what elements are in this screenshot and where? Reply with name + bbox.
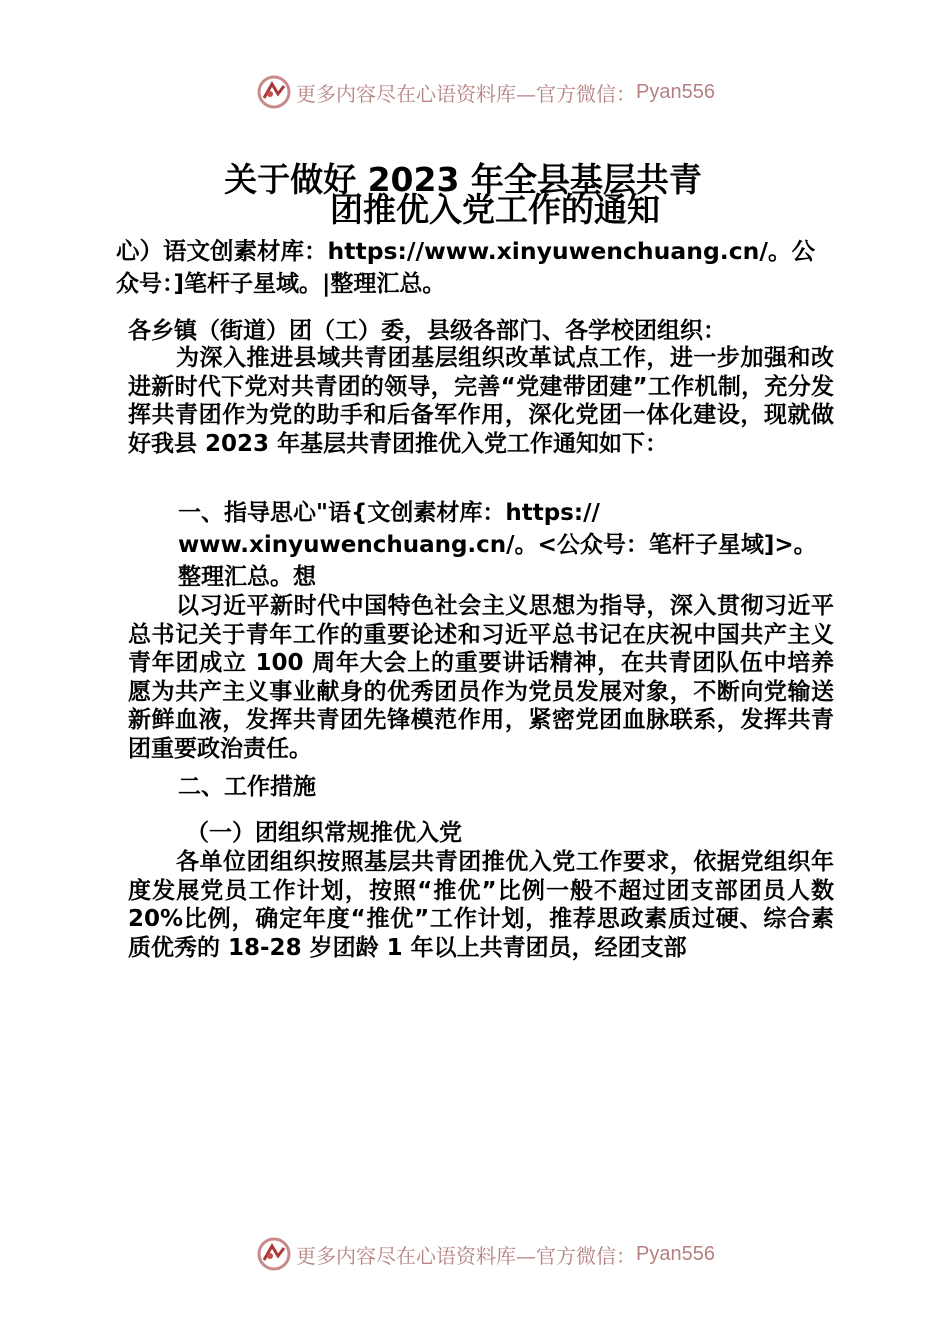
section-2-heading: 二、工作措施	[178, 774, 316, 800]
salutation: 各乡镇（街道）团（工）委，县级各部门、各学校团组织：	[128, 318, 726, 344]
banner-text: 更多内容尽在心语资料库—官方微信：	[296, 81, 636, 106]
page-title-line-1: 关于做好 2023 年全县基层共青	[224, 160, 702, 199]
source-line-2: 众号：]笔杆子星域。|整理汇总。	[116, 271, 446, 297]
banner-text: 更多内容尽在心语资料库—官方微信：	[296, 1243, 636, 1268]
footer-banner	[256, 1236, 715, 1272]
brand-logo-icon	[256, 74, 292, 110]
section-1-heading-line-3: 整理汇总。想	[178, 564, 316, 590]
subsection-1-heading: （一）团组织常规推优入党	[186, 820, 462, 846]
banner-account: Pyan556	[636, 1242, 715, 1265]
intro-paragraph: 为深入推进县域共青团基层组织改革试点工作，进一步加强和改进新时代下党对共青团的领导，完善“党建带团建”工作机制，充分发挥共青团作为党的助手和后备军作用，深化党团一体化建设，现就做好我县 2023 年基层共青团推优入党工作通知如下：	[128, 345, 834, 457]
source-line-1: 心）语文创素材库：https://www.xinyuwenchuang.cn/。公	[116, 237, 815, 265]
section-1-heading-line-2: www.xinyuwenchuang.cn/。<公众号：笔杆子星域]>。	[178, 532, 817, 558]
subsection-1-body: 各单位团组织按照基层共青团推优入党工作要求，依据党组织年度发展党员工作计划，按照“推优”比例一般不超过团支部团员人数 20%比例，确定年度“推优”工作计划，推荐思政素质过硬、综合素质优秀的 18-28 岁团龄 1 年以上共青团员，经团支部	[128, 849, 834, 961]
section-1-body: 以习近平新时代中国特色社会主义思想为指导，深入贯彻习近平总书记关于青年工作的重要论述和习近平总书记在庆祝中国共产主义青年团成立 100 周年大会上的重要讲话精神，在共青团队伍中培养愿为共产主义事业献身的优秀团员作为党员发展对象，不断向党输送新鲜血液，发挥共青团先锋模范作用，紧密党团血脉联系，发挥共青团重要政治责任。	[128, 593, 834, 762]
banner-account: Pyan556	[636, 80, 715, 103]
header-banner	[256, 74, 715, 110]
section-1-heading-line-1: 一、指导思心"语{文创素材库：https://	[178, 500, 600, 526]
page-title-line-2: 团推优入党工作的通知	[330, 190, 660, 229]
brand-logo-icon	[256, 1236, 292, 1272]
